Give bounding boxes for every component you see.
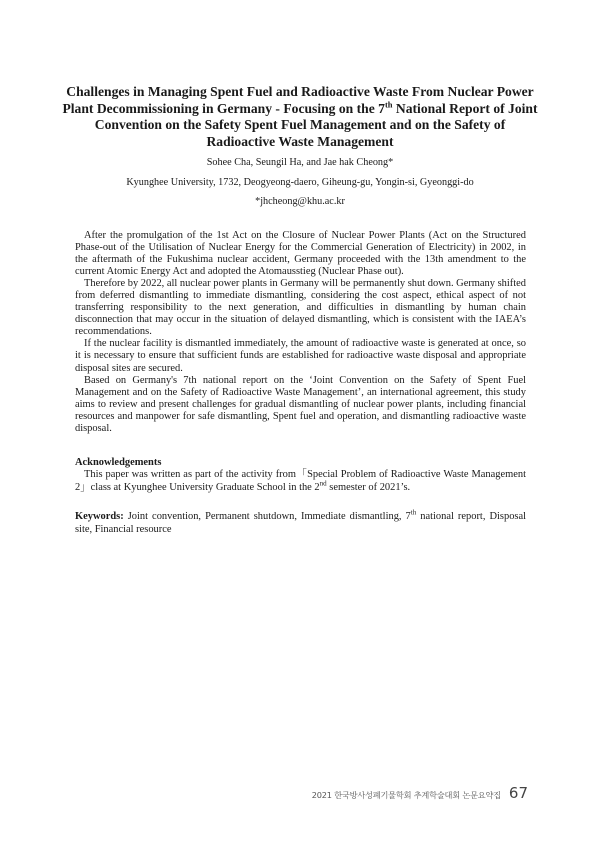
email: *jhcheong@khu.ac.kr [255, 196, 345, 207]
ack-part-1: This paper was written as part of the activity from「Special Problem of Radioactive Waste Management 2」class at Kyunghee University Graduate School in the 2 [75, 469, 526, 493]
ack-superscript: nd [319, 479, 327, 488]
keywords-superscript: th [410, 508, 417, 517]
ack-part-2: semester of 2021’s. [326, 481, 411, 493]
keywords-part-2: national report, Disposal site, Financial resource [75, 511, 527, 535]
abstract-paragraph: If the nuclear facility is dismantled immediately, the amount of radioactive waste is generated at once, so it is necessary to ensure that sufficient funds are established for radioactive waste disposal and appropriate disposal sites are secured. [75, 338, 526, 374]
title-part-1: Challenges in Managing Spent Fuel and Radioactive Waste From Nuclear Power Plant Decommissioning in Germany - Focusing on the 7 [62, 84, 534, 116]
paper-title [62, 84, 538, 150]
abstract-paragraph: After the promulgation of the 1st Act on the Closure of Nuclear Power Plants (Act on the Structured Phase-out of the Utilisation of Nuclear Energy for the Commercial Generation of Electricity) in 2002, in the aftermath of the Fukushima nuclear accident, Germany proceeded with the 13th amendment to the current Atomic Energy Act and adopted the Atomausstieg (Nuclear Phase out). [75, 230, 526, 278]
authors: Sohee Cha, Seungil Ha, and Jae hak Cheong* [206, 157, 394, 168]
abstract [75, 230, 526, 435]
title-part-2: National Report of Joint Convention on the Safety Spent Fuel Management and on the Safety of Radioactive Waste Management [94, 100, 538, 149]
abstract-paragraph: Based on Germany's 7th national report on the ‘Joint Convention on the Safety of Spent Fuel Management and on the Safety of Radioactive Waste Management’, an international agreement, this study aims to review and present challenges for gradual dismantling of nuclear power plants, including financial resources and manpower for safe dismantling, Spent fuel and operation, and dismantling radioactive waste disposal. [75, 374, 526, 434]
page-number: 67 [508, 784, 528, 802]
title-superscript: th [384, 99, 393, 110]
page-footer [312, 784, 528, 802]
keywords [75, 508, 527, 536]
affiliation: Kyunghee University, 1732, Deogyeong-daero, Giheung-gu, Yongin-si, Gyeonggi-do [126, 177, 474, 188]
abstract-paragraph: Therefore by 2022, all nuclear power plants in Germany will be permanently shut down. Germany shifted from deferred dismantling to immediate dismantling, considering the cost aspect, ethical aspect of not transferring responsibility to the next generation, and difficulties in dismantling by human chain disconnection that may occur in the situation of delayed dismantling, which is consistent with the IAEA’s recommendations. [75, 278, 527, 338]
footer-proceedings-title: 2021 한국방사성폐기물학회 추계학술대회 논문요약집 [311, 790, 501, 800]
keywords-part-1: Joint convention, Permanent shutdown, Immediate dismantling, 7 [123, 511, 411, 522]
acknowledgements-heading: Acknowledgements [75, 457, 162, 468]
acknowledgements-text [75, 469, 526, 494]
keywords-label: Keywords: [75, 511, 124, 522]
